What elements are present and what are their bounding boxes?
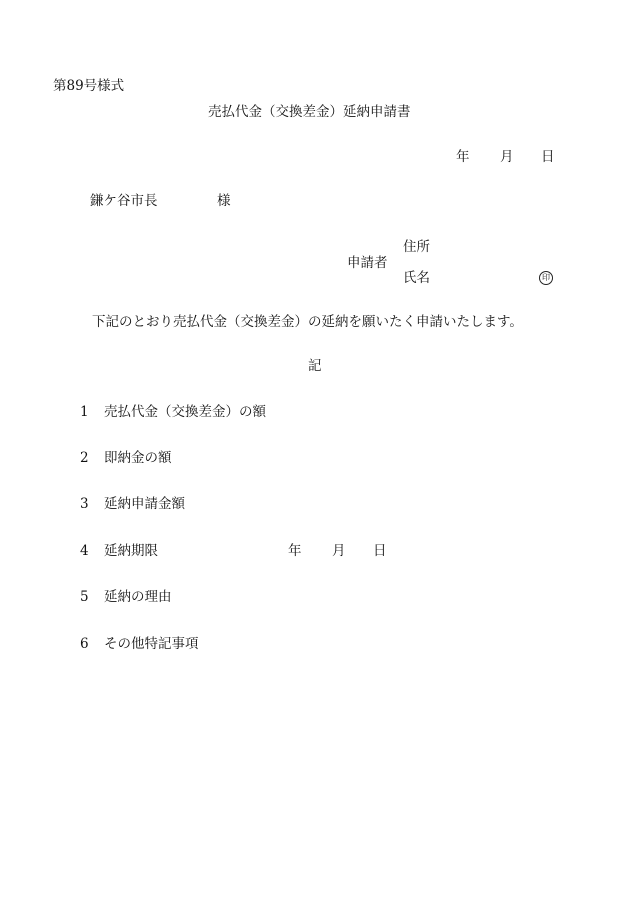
- date-year-label: 年: [456, 149, 470, 165]
- name-label: 氏名: [403, 270, 430, 286]
- item-number: 4: [80, 543, 89, 559]
- item-label: 即納金の額: [104, 450, 172, 466]
- item-label: 売払代金（交換差金）の額: [104, 404, 266, 420]
- date-day-label: 日: [541, 149, 555, 165]
- deadline-month-label: 月: [332, 543, 346, 559]
- applicant-label: 申請者: [347, 255, 388, 271]
- address-label: 住所: [403, 239, 430, 255]
- document-title: 売払代金（交換差金）延納申請書: [208, 104, 411, 120]
- item-label: その他特記事項: [104, 636, 199, 652]
- date-month-label: 月: [500, 149, 514, 165]
- item-number: 1: [80, 404, 89, 420]
- item-number: 2: [80, 450, 89, 466]
- item-number: 3: [80, 496, 89, 512]
- addressee-name: 鎌ケ谷市長: [90, 193, 158, 209]
- deadline-day-label: 日: [373, 543, 387, 559]
- body-text: 下記のとおり売払代金（交換差金）の延納を願いたく申請いたします。: [92, 314, 523, 330]
- form-number: 第89号様式: [53, 78, 125, 94]
- item-number: 5: [80, 589, 89, 605]
- deadline-year-label: 年: [288, 543, 302, 559]
- item-label: 延納申請金額: [104, 496, 185, 512]
- item-label: 延納期限: [104, 543, 158, 559]
- item-number: 6: [80, 636, 89, 652]
- seal-icon: 印: [539, 271, 553, 285]
- item-label: 延納の理由: [104, 589, 172, 605]
- ki-heading: 記: [308, 358, 322, 374]
- addressee-honorific: 様: [217, 193, 231, 209]
